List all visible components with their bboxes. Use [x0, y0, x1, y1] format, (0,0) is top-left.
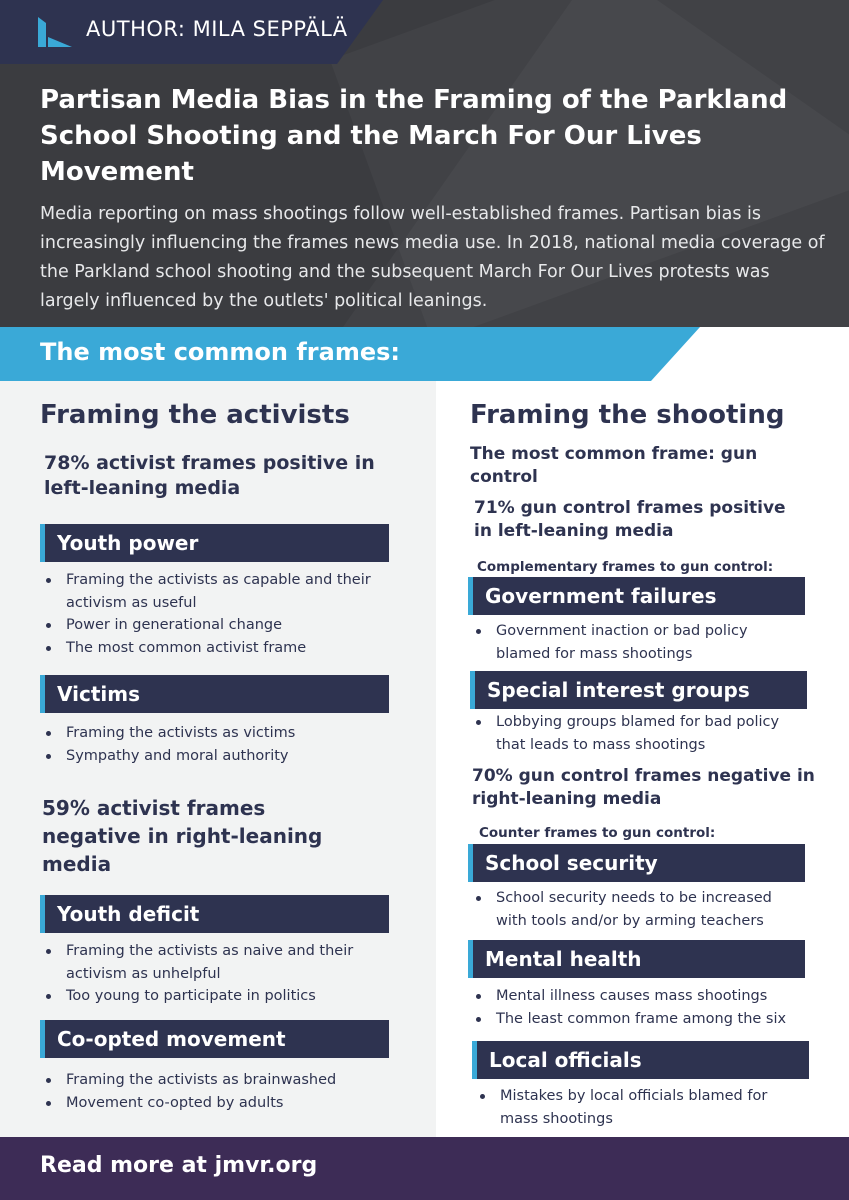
list-item: The most common activist frame [40, 637, 400, 660]
list-item: Framing the activists as brainwashed [40, 1069, 400, 1092]
youth-deficit-bullets [40, 940, 400, 1008]
school-security-bullets [470, 887, 800, 932]
list-item: Framing the activists as naive and their activism as unhelpful [40, 940, 400, 985]
right-stat-negative: 70% gun control frames negative in right-leaning media [472, 766, 815, 809]
footer [0, 1137, 849, 1200]
youth-power-bullets [40, 569, 400, 659]
victims-bullets [40, 722, 400, 767]
list-item: School security needs to be increased with tools and/or by arming teachers [470, 887, 800, 932]
frames-heading: The most common frames: [40, 338, 400, 366]
list-item: Power in generational change [40, 614, 400, 637]
frame-local-officials: Local officials [472, 1041, 809, 1079]
local-officials-bullets [474, 1085, 804, 1130]
author-name: AUTHOR: MILA SEPPÄLÄ [86, 17, 348, 41]
list-item: Framing the activists as capable and their activism as useful [40, 569, 400, 614]
header [0, 0, 849, 327]
list-item: Lobbying groups blamed for bad policy that leads to mass shootings [470, 711, 800, 756]
co-opted-bullets [40, 1069, 400, 1114]
frame-mental-health: Mental health [468, 940, 805, 978]
left-heading: Framing the activists [40, 400, 350, 430]
complementary-label: Complementary frames to gun control: [477, 559, 774, 575]
list-item: Sympathy and moral authority [40, 745, 400, 768]
frame-special-interest-groups: Special interest groups [470, 671, 807, 709]
left-stat-negative: 59% activist frames negative in right-leaning media [42, 796, 323, 876]
jmvr-logo-icon [38, 15, 72, 47]
frame-victims: Victims [40, 675, 389, 713]
counter-label: Counter frames to gun control: [479, 825, 716, 841]
list-item: Framing the activists as victims [40, 722, 400, 745]
page-title: Partisan Media Bias in the Framing of the Parkland School Shooting and the March For Our Lives Movement [40, 85, 788, 187]
right-stat-positive: 71% gun control frames positive in left-leaning media [474, 498, 786, 541]
frame-youth-deficit: Youth deficit [40, 895, 389, 933]
frame-school-security: School security [468, 844, 805, 882]
list-item: Movement co-opted by adults [40, 1092, 400, 1115]
government-failures-bullets [470, 620, 800, 665]
frame-government-failures: Government failures [468, 577, 805, 615]
footer-link[interactable]: Read more at jmvr.org [40, 1153, 318, 1178]
most-common-frame: The most common frame: gun control [470, 444, 758, 487]
frame-co-opted-movement: Co-opted movement [40, 1020, 389, 1058]
intro-paragraph: Media reporting on mass shootings follow well-established frames. Partisan bias is increasingly influencing the frames news media use. In 2018, national media coverage of the Parkland school shooting and the subsequent March For Our Lives protests was largely influenced by the outlets' political leanings. [40, 204, 825, 311]
list-item: Government inaction or bad policy blamed for mass shootings [470, 620, 800, 665]
left-stat-positive: 78% activist frames positive in left-leaning media [44, 452, 375, 499]
frame-youth-power: Youth power [40, 524, 389, 562]
list-item: Too young to participate in politics [40, 985, 400, 1008]
list-item: Mistakes by local officials blamed for mass shootings [474, 1085, 804, 1130]
mental-health-bullets [470, 985, 800, 1030]
list-item: Mental illness causes mass shootings [470, 985, 800, 1008]
right-heading: Framing the shooting [470, 400, 785, 430]
special-interest-bullets [470, 711, 800, 756]
list-item: The least common frame among the six [470, 1008, 800, 1031]
